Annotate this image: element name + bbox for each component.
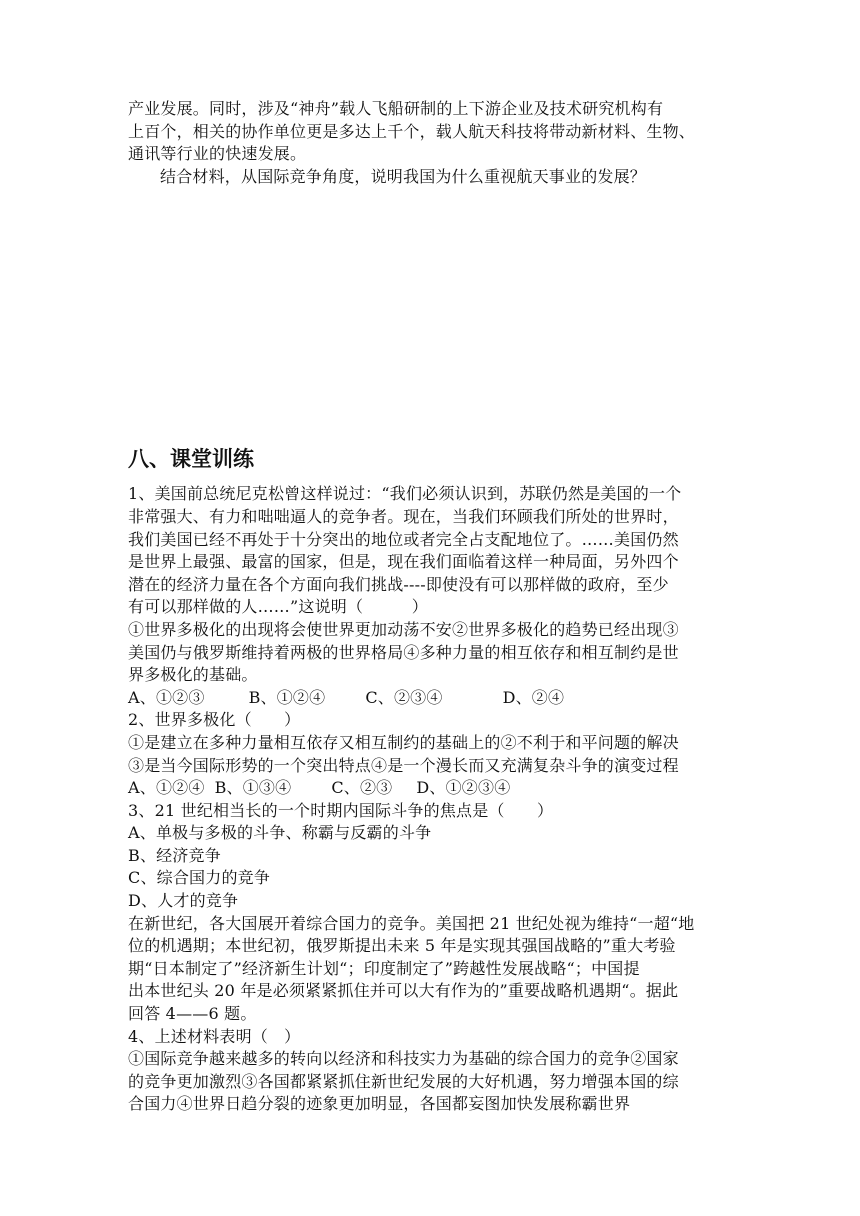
- intro-question: 结合材料，从国际竞争角度，说明我国为什么重视航天事业的发展？: [160, 166, 647, 186]
- option-b: B、①③④: [214, 778, 292, 798]
- question-2: [128, 709, 748, 799]
- statement-line: ①世界多极化的出现将会使世界更加动荡不安②世界多极化的趋势已经出现③: [128, 619, 679, 639]
- question-stem: 4、上述材料表明（ ）: [128, 1026, 301, 1046]
- statement-line: 的竞争更加激烈③各国都紧紧抓住新世纪发展的大好机遇，努力增强本国的综: [128, 1071, 679, 1091]
- question-4: [128, 1026, 748, 1116]
- material-paragraph: [128, 913, 748, 1026]
- section-title: 八、课堂训练: [128, 447, 254, 472]
- statement-line: ①国际竞争越来越多的转向以经济和科技实力为基础的综合国力的竞争②国家: [128, 1049, 679, 1069]
- document-page: [128, 98, 748, 1116]
- statement-line: 美国仍与俄罗斯维持着两极的世界格局④多种力量的相互依存和相互制约是世: [128, 642, 679, 662]
- option-d: D、①②③④: [416, 778, 511, 798]
- question-stem-line: 非常强大、有力和咄咄逼人的竞争者。现在，当我们环顾我们所处的世界时，: [128, 506, 679, 526]
- text-line: 上百个，相关的协作单位更是多达上千个，载人航天科技将带动新材料、生物、: [128, 121, 696, 141]
- text-line: 产业发展。同时，涉及“神舟”载人飞船研制的上下游企业及技术研究机构有: [128, 99, 664, 118]
- question-stem: 2、世界多极化（ ）: [128, 710, 301, 730]
- question-stem-line: 是世界上最强、最富的国家，但是，现在我们面临着这样一种局面，另外四个: [128, 552, 679, 572]
- question-stem-line: 有可以那样做的人……”这说明（ ）: [128, 597, 428, 617]
- option-b: B、经济竞争: [128, 845, 221, 865]
- intro-paragraph: [128, 98, 748, 188]
- option-b: B、①②④: [248, 687, 326, 707]
- text-line: 位的机遇期；本世纪初，俄罗斯提出未来 5 年是实现其强国战略的”重大考验: [128, 936, 676, 956]
- option-c: C、综合国力的竞争: [128, 868, 271, 888]
- text-line: 出本世纪头 20 年是必须紧紧抓住并可以大有作为的”重要战略机遇期“。据此: [128, 981, 679, 1001]
- option-c: C、②③: [331, 778, 393, 798]
- option-a: A、①②③: [128, 687, 205, 707]
- text-line: 通讯等行业的快速发展。: [128, 144, 307, 164]
- text-line: 在新世纪，各大国展开着综合国力的竞争。美国把 21 世纪处视为维持“一超“地: [128, 913, 695, 933]
- question-stem-line: 潜在的经济力量在各个方面向我们挑战----即使没有可以那样做的政府，至少: [128, 574, 669, 594]
- question-stem-line: 我们美国已经不再处于十分突出的地位或者完全占支配地位了。……美国仍然: [128, 529, 679, 549]
- option-c: C、②③④: [365, 687, 443, 707]
- statement-line: 合国力④世界日趋分裂的迹象更加明显，各国都妄图加快发展称霸世界: [128, 1094, 631, 1114]
- answer-options: [128, 777, 748, 800]
- text-line: 期“日本制定了”经济新生计划“；印度制定了”跨越性发展战略“；中国提: [128, 958, 640, 978]
- question-1: [128, 483, 748, 709]
- option-d: D、人才的竞争: [128, 891, 239, 911]
- statement-line: ①是建立在多种力量相互依存又相互制约的基础上的②不利于和平问题的解决: [128, 732, 679, 752]
- option-a: A、①②④: [128, 778, 205, 798]
- option-a: A、单极与多极的斗争、称霸与反霸的斗争: [128, 823, 432, 843]
- option-d: D、②④: [502, 687, 565, 707]
- question-stem: 3、21 世纪相当长的一个时期内国际斗争的焦点是（ ）: [128, 800, 554, 820]
- question-stem-line: 1、美国前总统尼克松曾这样说过：“我们必须认识到，苏联仍然是美国的一个: [128, 484, 682, 504]
- question-3: [128, 800, 748, 913]
- statement-line: 界多极化的基础。: [128, 665, 258, 685]
- text-line: 回答 4——6 题。: [128, 1004, 257, 1024]
- answer-options: [128, 687, 748, 710]
- statement-line: ③是当今国际形势的一个突出特点④是一个漫长而又充满复杂斗争的演变过程: [128, 755, 679, 775]
